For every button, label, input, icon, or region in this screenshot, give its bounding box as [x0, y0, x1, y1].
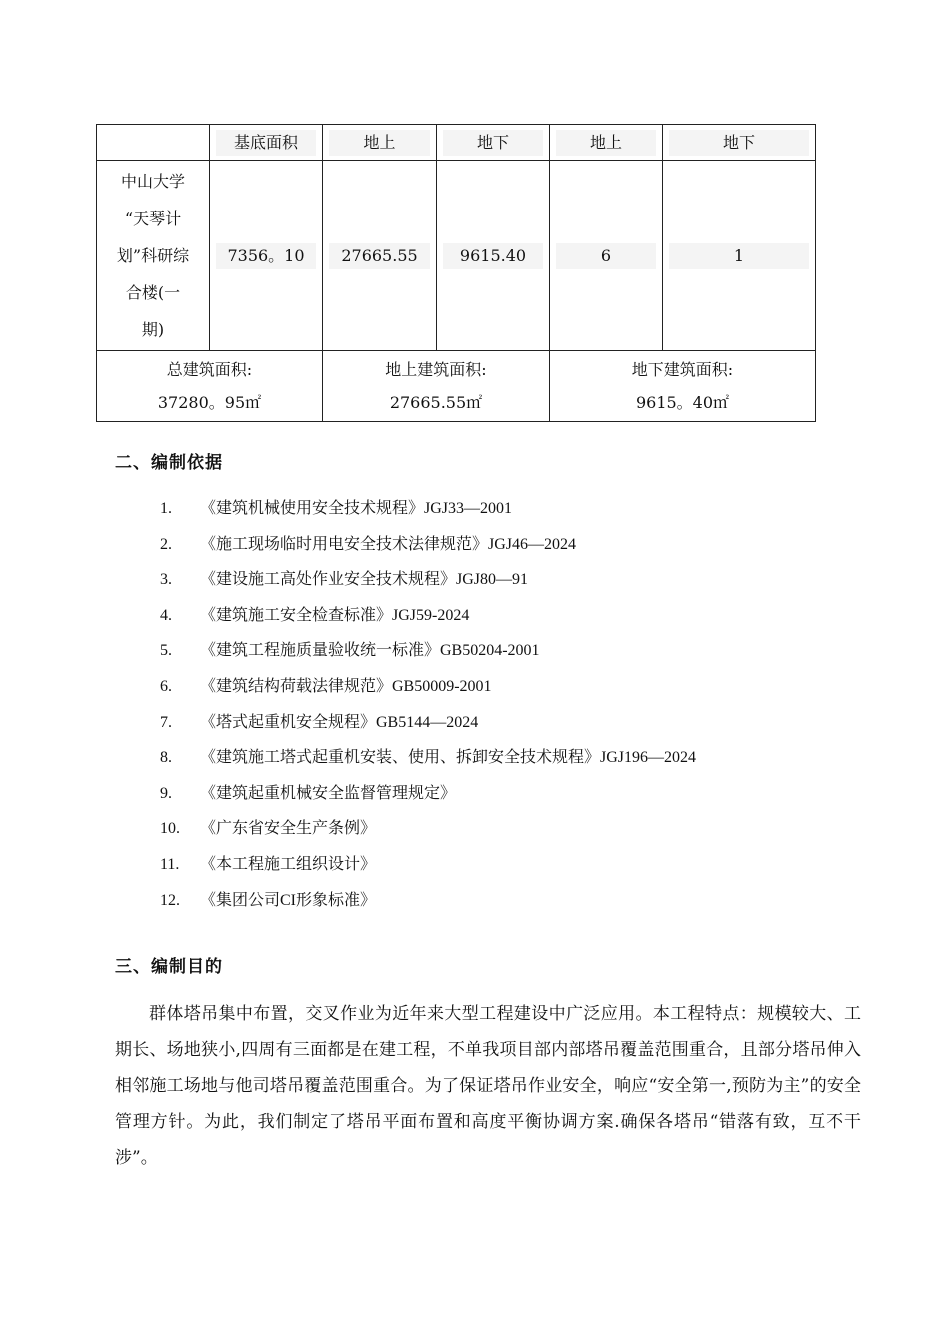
- section-2-heading: 二、编制依据: [115, 453, 223, 473]
- list-item: 10. 《广东省安全生产条例》: [160, 820, 377, 838]
- list-item: 6. 《建筑结构荷载法律规范》GB50009-2001: [160, 677, 492, 695]
- list-item: 3. 《建设施工高处作业安全技术规程》JGJ80—91: [160, 571, 529, 589]
- below-area-cell: 9615.40: [437, 161, 550, 351]
- project-name-cell: [97, 161, 210, 351]
- above-floors-cell: 6: [550, 161, 663, 351]
- project-name-line: 划”科研综: [116, 246, 190, 265]
- total-area-label: 总建筑面积:: [166, 360, 253, 379]
- list-item: 5. 《建筑工程施质量验收统一标准》GB50204-2001: [160, 642, 540, 660]
- list-item: 12. 《集团公司CI形象标准》: [160, 891, 377, 909]
- above-area-cell: 27665.55: [323, 161, 437, 351]
- below-total-value: 9615。40㎡: [635, 393, 730, 412]
- total-area-cell: [97, 351, 323, 422]
- header-cell: 地下: [437, 125, 550, 161]
- table-header-row: [97, 125, 816, 161]
- below-total-label: 地下建筑面积:: [631, 360, 734, 379]
- project-name-line: 期): [141, 320, 165, 339]
- below-total-cell: [550, 351, 816, 422]
- table-totals-row: [97, 351, 816, 422]
- building-area-table: [96, 124, 816, 422]
- base-area-cell: 7356。10: [210, 161, 323, 351]
- above-total-value: 27665.55㎡: [389, 393, 483, 412]
- list-item: 1. 《建筑机械使用安全技术规程》JGJ33—2001: [160, 500, 513, 517]
- below-floors-cell: 1: [663, 161, 816, 351]
- section-3-paragraph: 群体塔吊集中布置，交叉作业为近年来大型工程建设中广泛应用。本工程特点：规模较大、工期长、场地狭小,四周有三面都是在建工程，不单我项目部内部塔吊覆盖范围重合，且部分塔吊伸入相邻施工场地与他司塔吊覆盖范围重合。为了保证塔吊作业安全，响应“安全第一,预防为主”的安全管理方针。为此，我们制定了塔吊平面布置和高度平衡协调方案.确保各塔吊“错落有致，互不干涉”。: [115, 1004, 861, 1168]
- list-item: 7. 《塔式起重机安全规程》GB5144—2024: [160, 713, 479, 731]
- list-item: 9. 《建筑起重机械安全监督管理规定》: [160, 784, 457, 802]
- reference-list: [160, 491, 696, 918]
- above-total-cell: [323, 351, 550, 422]
- project-name-line: 中山大学: [120, 172, 185, 191]
- list-item: 4. 《建筑施工安全检查标准》JGJ59-2024: [160, 606, 470, 624]
- list-item: 11. 《本工程施工组织设计》: [160, 855, 377, 873]
- project-name-line: 合楼(一: [125, 283, 181, 302]
- header-cell: 地上: [323, 125, 437, 161]
- header-cell: 基底面积: [210, 125, 323, 161]
- table-data-row: [97, 161, 816, 351]
- section-3-heading: 三、编制目的: [115, 957, 223, 977]
- list-item: 2. 《施工现场临时用电安全技术法律规范》JGJ46—2024: [160, 535, 577, 553]
- above-total-label: 地上建筑面积:: [385, 360, 487, 379]
- total-area-value: 37280。95㎡: [157, 393, 262, 412]
- header-cell: 地下: [663, 125, 816, 161]
- header-cell: 地上: [550, 125, 663, 161]
- list-item: 8. 《建筑施工塔式起重机安装、使用、拆卸安全技术规程》JGJ196—2024: [160, 749, 697, 767]
- header-cell-empty: [97, 125, 210, 161]
- project-name-line: “天琴计: [124, 209, 182, 228]
